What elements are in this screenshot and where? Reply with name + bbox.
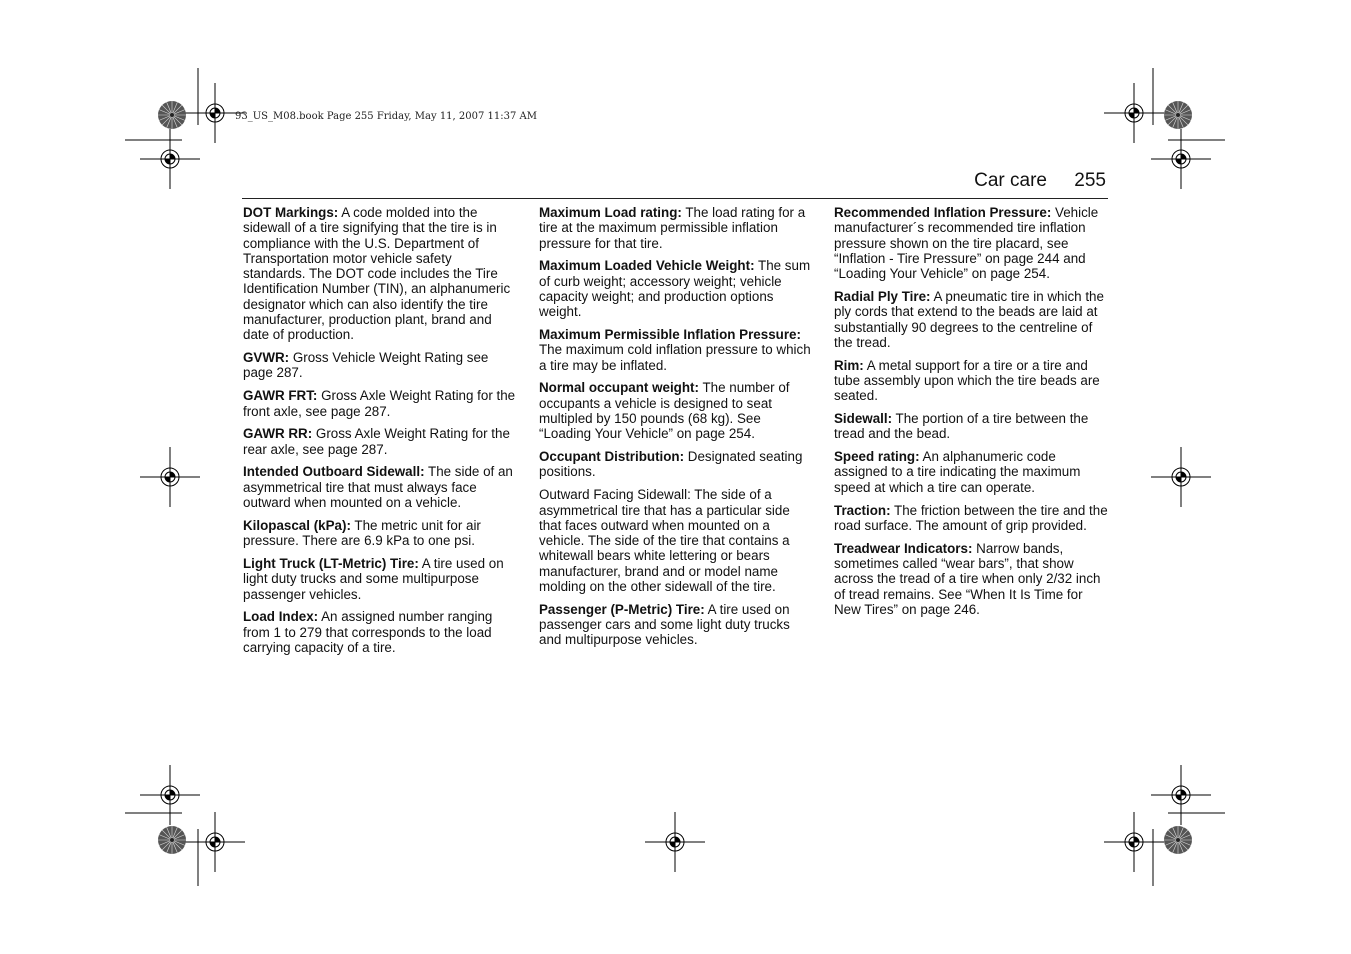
glossary-entry <box>243 205 517 343</box>
glossary-definition: A pneumatic tire in which the ply cords that extend to the beads are laid at substantially 90 degrees to the centreline of the tread. <box>834 288 1104 350</box>
glossary-entry <box>834 449 1108 495</box>
glossary-term: Radial Ply Tire: <box>834 288 931 304</box>
glossary-entry <box>243 556 517 602</box>
glossary-definition: Outward Facing Sidewall: The side of a asymmetrical tire that has a particular side that faces outward when mounted on a vehicle. The side of the tire that contains a whitewall bears white lettering or bears manufacturer, brand and or model name molding on the other sidewall of the tire. <box>539 487 790 595</box>
glossary-term: Sidewall: <box>834 411 893 427</box>
glossary-entry <box>834 205 1108 281</box>
glossary-entry <box>834 503 1108 534</box>
glossary-entry <box>539 487 813 594</box>
glossary-entry <box>834 289 1108 350</box>
glossary-definition: Designated seating positions. <box>539 449 803 480</box>
glossary-entry <box>539 258 813 319</box>
glossary-entry <box>243 609 517 655</box>
glossary-definition: The side of an asymmetrical tire that must always face outward when mounted on a vehicle. <box>243 464 513 511</box>
glossary-term: Maximum Permissible Inflation Pressure: <box>539 327 801 343</box>
glossary-term: Normal occupant weight: <box>539 380 699 396</box>
glossary-definition: The portion of a tire between the tread and the bead. <box>834 411 1089 442</box>
glossary-term: Kilopascal (kPa): <box>243 517 351 533</box>
glossary-term: DOT Markings: <box>243 205 339 220</box>
glossary-definition: Narrow bands, sometimes called “wear bars”, that show across the tread of a tire when only 2/32 inch of tread remains. See “When It Is Time for New Tires” on page 246. <box>834 540 1101 617</box>
glossary-term: GAWR FRT: <box>243 388 318 404</box>
glossary-entry <box>539 449 813 480</box>
section-title: Car care <box>974 170 1047 191</box>
glossary-entry <box>243 388 517 419</box>
glossary-definition: A tire used on light duty trucks and some multipurpose passenger vehicles. <box>243 555 504 602</box>
glossary-term: Maximum Load rating: <box>539 205 682 220</box>
glossary-definition: Gross Axle Weight Rating for the rear axle, see page 287. <box>243 426 510 457</box>
glossary-entry <box>539 327 813 373</box>
glossary-definition: A code molded into the sidewall of a tire signifying that the tire is in compliance with the U.S. Department of Transportation motor vehicle safety standards. The DOT code includes the Tire Identification Number (TIN), an alphanumeric designator which can also identify the tire manufacturer, production plant, brand and date of production. <box>243 205 511 343</box>
glossary-entry <box>539 205 813 251</box>
glossary-column-1 <box>243 205 517 663</box>
page-number: 255 <box>1074 170 1106 191</box>
print-slug: 93_US_M08.book Page 255 Friday, May 11, 2007 11:37 AM <box>235 111 537 122</box>
glossary-definition: An assigned number ranging from 1 to 279 that corresponds to the load carrying capacity of a tire. <box>243 609 493 655</box>
glossary-term: Intended Outboard Sidewall: <box>243 464 425 480</box>
glossary-term: Recommended Inflation Pressure: <box>834 205 1052 220</box>
glossary-entry <box>243 464 517 510</box>
glossary-entry <box>834 358 1108 404</box>
glossary-term: Load Index: <box>243 609 319 625</box>
glossary-definition: A metal support for a tire or a tire and tube assembly upon which the tire beads are seated. <box>834 357 1100 404</box>
glossary-entry <box>243 426 517 457</box>
glossary-entry <box>243 350 517 381</box>
glossary-definition: The number of occupants a vehicle is designed to seat multipled by 150 pounds (68 kg). See “Loading Your Vehicle” on page 254. <box>539 380 790 442</box>
glossary-definition: The friction between the tire and the road surface. The amount of grip provided. <box>834 502 1108 533</box>
glossary-entry <box>243 518 517 549</box>
glossary-definition: The load rating for a tire at the maximum permissible inflation pressure for that tire. <box>539 205 806 251</box>
glossary-term: Passenger (P-Metric) Tire: <box>539 601 705 617</box>
glossary-column-3 <box>834 205 1108 625</box>
glossary-term: Speed rating: <box>834 449 920 465</box>
glossary-definition: An alphanumeric code assigned to a tire indicating the maximum speed at which a tire can operate. <box>834 449 1081 495</box>
glossary-term: Rim: <box>834 357 864 373</box>
glossary-term: GVWR: <box>243 350 290 366</box>
glossary-column-2 <box>539 205 813 655</box>
glossary-definition: The metric unit for air pressure. There are 6.9 kPa to one psi. <box>243 517 481 549</box>
running-header <box>242 168 1108 199</box>
glossary-definition: Vehicle manufacturer´s recommended tire inflation pressure shown on the tire placard, see “Inflation - Tire Pressure” on page 244 and “Loading Your Vehicle” on page 254. <box>834 205 1099 282</box>
glossary-term: Maximum Loaded Vehicle Weight: <box>539 258 755 274</box>
glossary-term: Treadwear Indicators: <box>834 540 973 556</box>
glossary-entry <box>539 380 813 441</box>
glossary-term: GAWR RR: <box>243 426 313 442</box>
glossary-term: Traction: <box>834 502 891 518</box>
glossary-definition: Gross Vehicle Weight Rating see page 287. <box>243 350 489 381</box>
glossary-definition: A tire used on passenger cars and some light duty trucks and multipurpose vehicles. <box>539 601 790 648</box>
glossary-entry <box>834 411 1108 442</box>
glossary-term: Light Truck (LT-Metric) Tire: <box>243 555 419 571</box>
glossary-term: Occupant Distribution: <box>539 449 685 465</box>
glossary-definition: The maximum cold inflation pressure to which a tire may be inflated. <box>539 342 811 373</box>
glossary-definition: Gross Axle Weight Rating for the front axle, see page 287. <box>243 388 516 419</box>
glossary-definition: The sum of curb weight; accessory weight; vehicle capacity weight; and production options weight. <box>539 258 811 320</box>
glossary-entry <box>834 541 1108 617</box>
glossary-entry <box>539 602 813 648</box>
